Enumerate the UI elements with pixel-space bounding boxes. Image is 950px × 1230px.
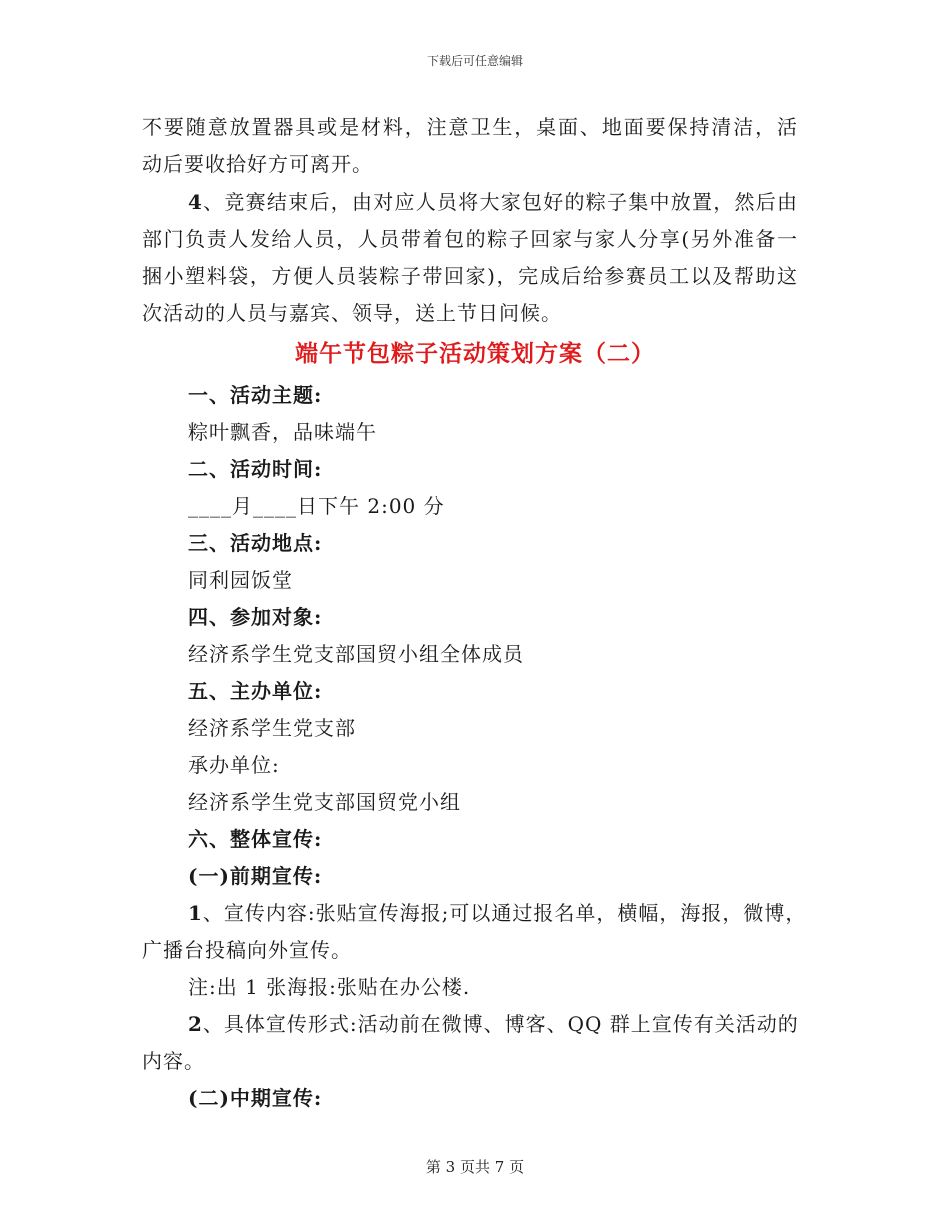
list-number: 4 [188,190,203,214]
heading-theme: 一、活动主题: [188,383,323,407]
host-text: 经济系学生党支部 [188,716,356,740]
list-number: 1 [188,901,203,925]
promo-note: 注:出 1 张海报:张贴在办公楼. [188,975,471,999]
organizer-label: 承办单位: [188,753,280,777]
heading-promo: 六、整体宣传: [188,827,323,851]
theme-text: 粽叶飘香，品味端午 [188,420,377,444]
list-number: 2 [188,1012,203,1036]
section-title: 端午节包粽子活动策划方案（二） [295,340,655,367]
organizer-text: 经济系学生党支部国贸党小组 [188,790,461,814]
paragraph-line: 广播台投稿向外宣传。 [142,938,352,962]
heading-time: 二、活动时间: [188,457,323,481]
paragraph-line [188,899,807,927]
paragraph-line: 捆小塑料袋，方便人员装粽子带回家)，完成后给参赛员工以及帮助这 [142,264,798,288]
paragraph-text: 、宣传内容:张贴宣传海报;可以通过报名单，横幅，海报，微博， [202,901,807,925]
heading-host: 五、主办单位: [188,679,323,703]
paragraph-line [188,188,798,216]
paragraph-line: 内容。 [142,1049,205,1073]
place-text: 同利园饭堂 [188,568,293,592]
heading-promo-pre: (一)前期宣传: [188,864,323,888]
target-text: 经济系学生党支部国贸小组全体成员 [188,642,524,666]
heading-promo-mid: (二)中期宣传: [188,1086,323,1110]
paragraph-line: 部门负责人发给人员，人员带着包的粽子回家与家人分享(另外准备一 [142,227,798,251]
paragraph-text: 、竞赛结束后，由对应人员将大家包好的粽子集中放置，然后由 [202,190,798,214]
time-text: ____月____日下午 2:00 分 [188,494,445,518]
heading-target: 四、参加对象: [188,605,323,629]
paragraph-line: 次活动的人员与嘉宾、领导，送上节日问候。 [142,301,562,325]
header-note: 下载后可任意编辑 [426,54,523,68]
page-footer: 第 3 页共 7 页 [425,1158,525,1176]
heading-place: 三、活动地点: [188,531,323,555]
paragraph-text: 、具体宣传形式:活动前在微博、博客、QQ 群上宣传有关活动的 [202,1012,799,1036]
paragraph-line [188,1010,799,1038]
paragraph-line: 动后要收拾好方可离开。 [142,152,373,176]
paragraph-line: 不要随意放置器具或是材料，注意卫生，桌面、地面要保持清洁，活 [142,115,798,139]
